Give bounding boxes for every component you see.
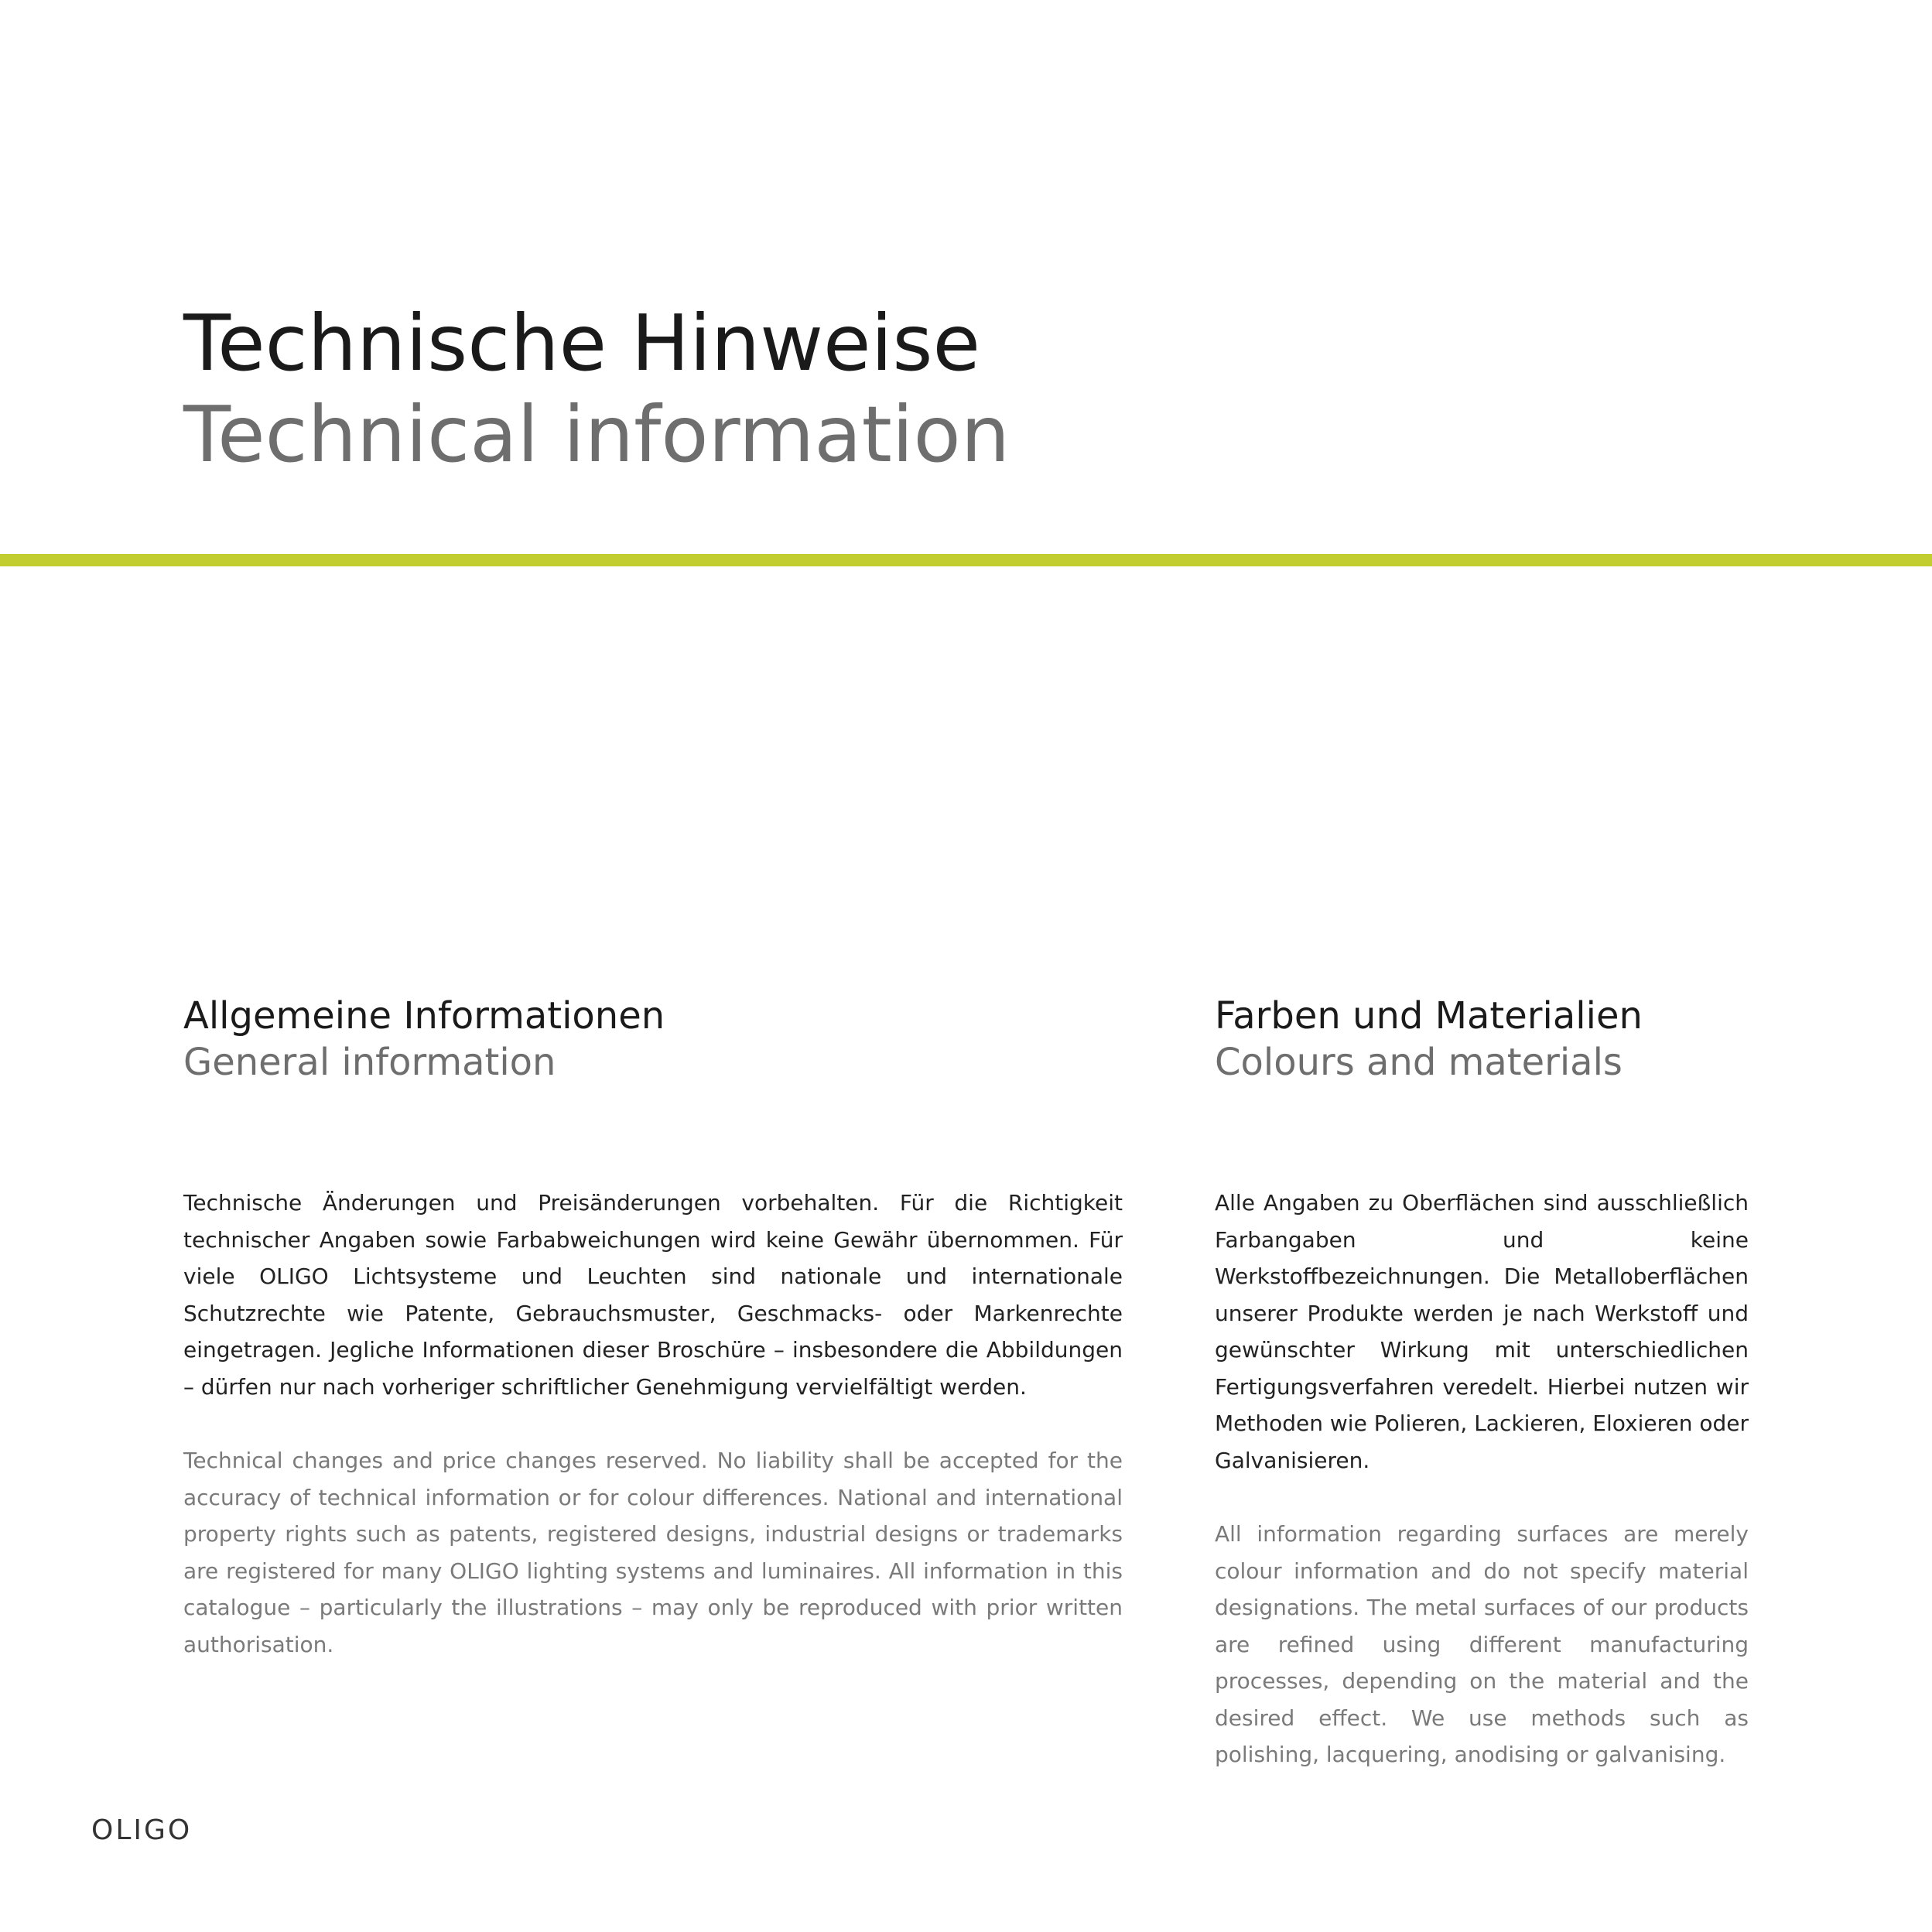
section-heading-english: Colours and materials [1215, 1041, 1623, 1084]
section-body-english: All information regarding surfaces are merely colour information and do not specify material designations. The metal surfaces of our products are refined using different manufacturing processes, depending on the material and the desired effect. We use methods such as polishing, lacquering, anodising or galvanising. [1215, 1521, 1749, 1767]
accent-divider [0, 554, 1932, 566]
section-heading-english: General information [183, 1041, 556, 1084]
section-body-english: Technical changes and price changes reserved. No liability shall be accepted for the accuracy of technical information or for colour differences. National and international property rights such as patents, registered designs, industrial designs or trademarks are registered for many OLIGO lighting systems and luminaires. All information in this catalogue – particularly the illustrations – may only be reproduced with prior written authorisation. [183, 1448, 1123, 1657]
section-general-information [183, 993, 1123, 1663]
section-heading-german: Allgemeine Informationen [183, 994, 665, 1038]
brand-logo: OLIGO [91, 1814, 193, 1846]
section-body-german: Alle Angaben zu Oberflächen sind ausschließlich Farbangaben und keine Werkstoffbezeichnungen. Die Metalloberflächen unserer Produkte werden je nach Werkstoff und gewünschter Wirkung mit unterschiedlichen Fertigungsverfahren veredelt. Hierbei nutzen wir Methoden wie Polieren, Lackieren, Eloxieren oder Galvanisieren. [1215, 1190, 1749, 1473]
section-body-german: Technische Änderungen und Preisänderungen vorbehalten. Für die Richtigkeit technischer Angaben sowie Farbabweichungen wird keine Gewähr übernommen. Für viele OLIGO Lichtsysteme und Leuchten sind nationale und internationale Schutzrechte wie Patente, Gebrauchsmuster, Geschmacks- oder Markenrechte eingetragen. Jegliche Informationen dieser Broschüre – insbesondere die Abbildungen – dürfen nur nach vorheriger schriftlicher Genehmigung vervielfältigt werden. [183, 1190, 1123, 1400]
page-title-german: Technische Hinweise [183, 298, 980, 388]
page-title-english: Technical information [183, 389, 1010, 480]
section-heading-german: Farben und Materialien [1215, 994, 1643, 1038]
section-colours-materials [1215, 993, 1749, 1773]
